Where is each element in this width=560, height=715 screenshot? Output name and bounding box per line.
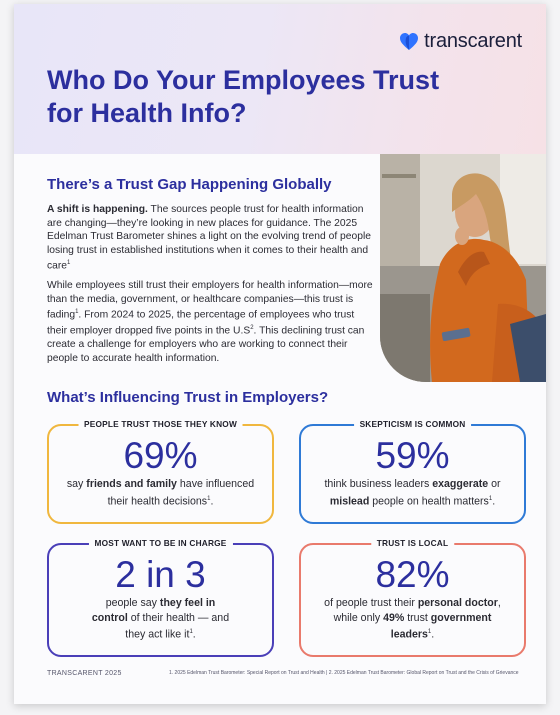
- paragraph-part: . From 2024 to 2025, the percentage of employees who trust their employer dropped five points in the U.S: [47, 309, 355, 337]
- woman-photo: [380, 154, 546, 382]
- footer-references: 1. 2025 Edelman Trust Barometer: Special Report on Trust and Health | 2. 2025 Edelman Trust Barometer: Global Report on Trust and the Crisis of Grievance: [169, 670, 519, 676]
- stat-card-label: SKEPTICISM IS COMMON: [354, 419, 472, 429]
- brand-name: transcarent: [424, 30, 522, 52]
- footnote-ref: 1: [75, 309, 79, 316]
- stat-description: think business leaders exaggerate or mislead people on health matters$^1$.: [324, 478, 501, 508]
- stat-number: 82%: [375, 554, 450, 595]
- woman-illustration: [380, 154, 546, 382]
- footnote-ref: 1: [67, 260, 71, 267]
- stat-description: people say they feel in control of their health — and they act like $it^1$.: [91, 597, 230, 641]
- paragraph-body: The sources people trust for health information are changing—they’re looking in new places for guidance. The 2025 Edelman Trust Barometer shines a light on the evolving trend of people losing trust in established institutions when it comes to their health and care: [47, 204, 371, 272]
- stat-number: 2 in 3: [115, 554, 206, 595]
- stat-card-friends-family: [47, 419, 274, 524]
- stat-card-label: TRUST IS LOCAL: [371, 538, 454, 548]
- paragraph-decline: [47, 279, 377, 365]
- heart-shield-icon: [399, 32, 419, 52]
- flyer-page: [14, 4, 546, 704]
- stat-card-skepticism: [299, 419, 526, 524]
- footer-brand-year: TRANSCARENT 2025: [47, 670, 122, 677]
- stat-card-trust-local: [299, 538, 526, 657]
- stat-card-label: MOST WANT TO BE IN CHARGE: [88, 538, 232, 548]
- paragraph-part: While employees still trust their employers for health information—more than the media, government, or healthcare companies—this trust is fading: [47, 280, 373, 321]
- stat-description: say friends and family have influenced their health decisions$^1$.: [66, 478, 255, 508]
- stat-number: 69%: [123, 435, 198, 476]
- stat-card-in-charge: [47, 538, 274, 657]
- stat-card-label: PEOPLE TRUST THOSE THEY KNOW: [78, 419, 243, 429]
- brand-logo[interactable]: [399, 30, 522, 53]
- section-heading-influencing: What’s Influencing Trust in Employers?: [47, 389, 329, 406]
- footnote-ref: 2: [250, 325, 254, 332]
- header-banner: [14, 4, 546, 154]
- paragraph-part: . This declining trust can create a challenge for employers who are working to connect their people to accurate health information.: [47, 325, 365, 364]
- page-title: Who Do Your Employees Trust for Health Info?: [47, 65, 440, 128]
- stat-description: of people trust their personal doctor, while only 49% trust government leaders$^1$.: [324, 597, 501, 641]
- stat-number: 59%: [375, 435, 450, 476]
- paragraph-lead: A shift is happening.: [47, 204, 148, 215]
- paragraph-shift: [47, 203, 377, 273]
- section-heading-trust-gap: There’s a Trust Gap Happening Globally: [47, 176, 332, 193]
